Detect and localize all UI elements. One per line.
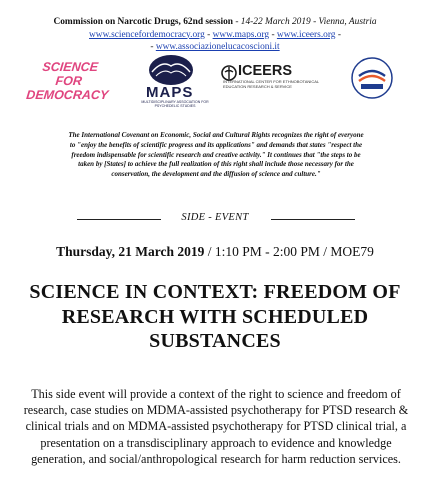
session-dates: - 14-22 March 2019 - Vienna, Austria (232, 17, 377, 27)
link-sciencefordemocracy[interactable]: www.sciencefordemocracy.org (89, 29, 205, 40)
associazione-luca-coscioni-logo-icon (351, 57, 393, 99)
iceers-subtitle: INTERNATIONAL CENTER FOR ETHNOBOTANICAL EDUCATION RESEARCH & SERVICE (223, 79, 320, 89)
link-maps[interactable]: www.maps.org (212, 29, 270, 40)
sfd-line1: SCIENCE FOR (41, 60, 99, 88)
link-separator: - (269, 29, 277, 40)
sfd-line2: DEMOCRACY (25, 88, 110, 102)
header (0, 16, 430, 54)
maps-wordmark: MAPS (146, 84, 194, 101)
side-event-label: SIDE - EVENT (181, 212, 249, 223)
iceers-wordmark: ICEERS (238, 63, 292, 79)
event-title: SCIENCE IN CONTEXT: FREEDOM OF RESEARCH WITH SCHEDULED SUBSTANCES (29, 281, 401, 352)
session-title: Commission on Narcotic Drugs, 62nd session (53, 17, 233, 27)
event-date-line (0, 244, 430, 260)
link-iceers[interactable]: www.iceers.org (276, 29, 336, 40)
logos-row (0, 54, 430, 114)
links-line (0, 29, 430, 42)
session-line (0, 16, 430, 29)
event-date: Thursday, 21 March 2019 (56, 244, 205, 259)
link-separator: - (150, 42, 156, 52)
event-time-room: / 1:10 PM - 2:00 PM / MOE79 (204, 244, 374, 259)
maps-subtitle: MULTIDISCIPLINARY ASSOCIATION FOR PSYCHEDELIC STUDIES (141, 100, 209, 108)
event-description: This side event will provide a context of the right to science and freedom of research, case studies on MDMA-assisted psychotherapy for PTSD research & clinical trials and on MDMA-assisted psychotherapy for PTSD clinical trial, a presentation on a transdisciplinary approach to evidence and knowledge generation, and social/anthropological research for harm reduction services. (23, 387, 409, 466)
science-for-democracy-logo (25, 60, 112, 102)
link-separator: - (204, 29, 213, 40)
divider-right (271, 219, 355, 220)
link-lucacoscioni[interactable]: www.associazionelucacoscioni.it (155, 42, 280, 52)
covenant-intro-text: The International Covenant on Economic, Social and Cultural Rights recognizes the right of everyone to "enjoy the benefits of scientific progress and its applications" and demands that states "respect the freedom indispensable for scientific research and creative activity." It continues that "the steps to be taken by [States] to achieve the full realization of this right shall include those necessary for the conservation, the development and the diffusion of science and culture." (68, 131, 364, 179)
links-line-2 (0, 41, 430, 54)
link-separator: - (335, 29, 341, 40)
